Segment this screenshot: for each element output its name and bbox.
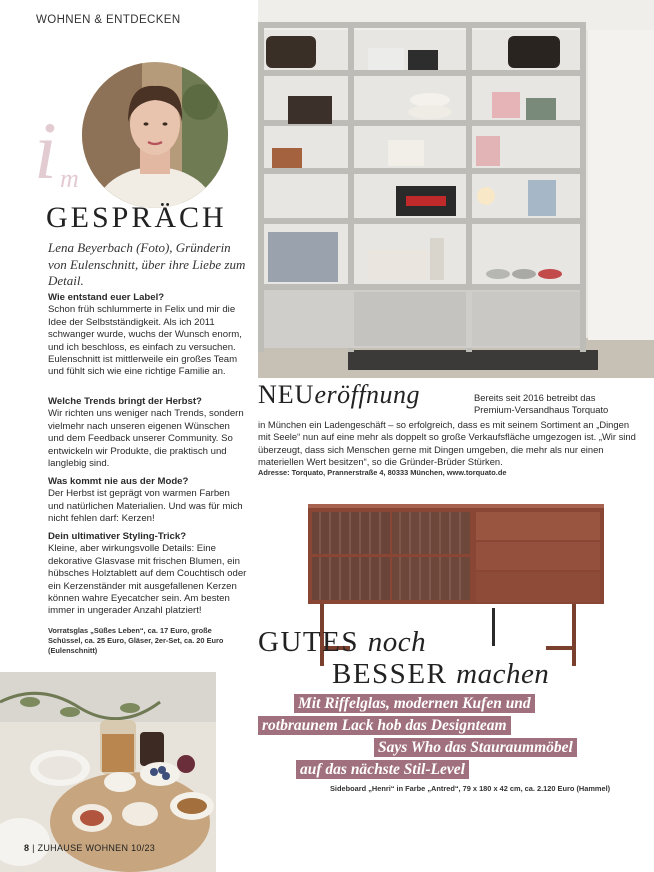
interview-intro: Lena Beyerbach (Foto), Gründerin von Eulenschnitt, über ihre Liebe zum Detail.: [48, 240, 246, 288]
question: Welche Trends bringt der Herbst?: [48, 396, 202, 407]
footer-separator: |: [32, 843, 35, 853]
opening-text-lead: Bereits seit 2016 betreibt das Premium-Versandhaus Torquato: [474, 392, 609, 416]
question: Dein ultimativer Styling-Trick?: [48, 531, 187, 542]
sideboard-title-italic-2: machen: [456, 658, 550, 690]
opening-text: in München ein Ladengeschäft – so erfolgreich, dass es mit seinem Sortiment an „Dingen mit Seele“ nun auf eine mehr als doppelt so große Verkaufsfläche umgezogen ist. „Wir sind überzeugt, dass sich Menschen gerne mit Dingen umgeben, die mehr als nur einen materiellen Wert besitzen“, so die Gründer-Brüder Stürken.: [258, 419, 636, 468]
qa-block-4: [48, 531, 248, 618]
sideboard-title-line-1: [258, 628, 426, 657]
highlight-line-1: Mit Riffelglas, modernen Kufen und: [294, 694, 535, 713]
food-table-photo: [0, 672, 216, 872]
answer: Kleine, aber wirkungsvolle Details: Eine dekorative Glasvase mit frischen Blumen, ein hübsches Holztablett auf dem Couchtisch oder ein Kerzenständer mit ausgefallenen Kerzen können wahre Eyecatcher sein. Am besten immer in ungerader Anzahl platziert!: [48, 543, 247, 617]
opening-title: [258, 382, 420, 408]
opening-title-italic: eröffnung: [314, 380, 421, 409]
sideboard-title-caps-1: GUTES: [258, 626, 368, 658]
decorative-initial-small: m: [60, 164, 79, 193]
highlight-line-3: Says Who das Stauraummöbel: [374, 738, 577, 757]
qa-block-2: [48, 396, 248, 470]
highlight-line-2: rotbraunem Lack hob das Designteam: [258, 716, 511, 735]
question: Wie entstand euer Label?: [48, 292, 165, 303]
sideboard-caption: Sideboard „Henri“ in Farbe „Antred“, 79 x 180 x 42 cm, ca. 2.120 Euro (Hammel): [330, 784, 611, 793]
answer: Schon früh schlummerte in Felix und mir die Idee der Selbstständigkeit. Als ich 2011 schwanger wurde, wuchs der Wunsch enorm, und ich beschloss, es einfach zu versuchen. Eulenschnitt ist mittlerweile ein großes Team und fühlt sich wie eine richtige Familie an.: [48, 304, 242, 378]
issue-number: 10/23: [131, 843, 156, 853]
opening-title-caps: NEU: [258, 380, 315, 409]
question: Was kommt nie aus der Mode?: [48, 476, 189, 487]
sideboard-title-caps-2: BESSER: [332, 658, 457, 690]
answer: Der Herbst ist geprägt von warmen Farben und natürlichen Materialien. Und was für mich nicht fehlen darf: Kerzen!: [48, 488, 243, 525]
qa-block-3: [48, 476, 248, 526]
magazine-name: ZUHAUSE WOHNEN: [37, 843, 129, 853]
qa-block-1: [48, 292, 248, 379]
sideboard-title-line-2: [332, 660, 549, 689]
sideboard-title-italic-1: noch: [367, 626, 427, 658]
answer: Wir richten uns weniger nach Trends, sondern vielmehr nach unseren eigenen Wünschen und dem Feedback unserer Community. So entwickeln wir Produkte, die praktisch und langlebig sind.: [48, 408, 244, 470]
store-shelf-photo: [258, 0, 654, 378]
opening-address: Adresse: Torquato, Prannerstraße 4, 80333 München, www.torquato.de: [258, 468, 507, 477]
interview-title: GESPRÄCH: [46, 201, 227, 234]
highlight-line-4: auf das nächste Stil-Level: [296, 760, 469, 779]
page-number: 8: [24, 843, 30, 853]
product-note: Vorratsglas „Süßes Leben“, ca. 17 Euro, große Schüssel, ca. 25 Euro, Gläser, 2er-Set, ca. 20 Euro (Eulenschnitt): [48, 626, 224, 655]
page-footer: [24, 843, 155, 853]
section-header: WOHNEN & ENTDECKEN: [36, 14, 181, 26]
decorative-initial: i: [34, 105, 57, 196]
portrait-photo: [82, 62, 228, 208]
